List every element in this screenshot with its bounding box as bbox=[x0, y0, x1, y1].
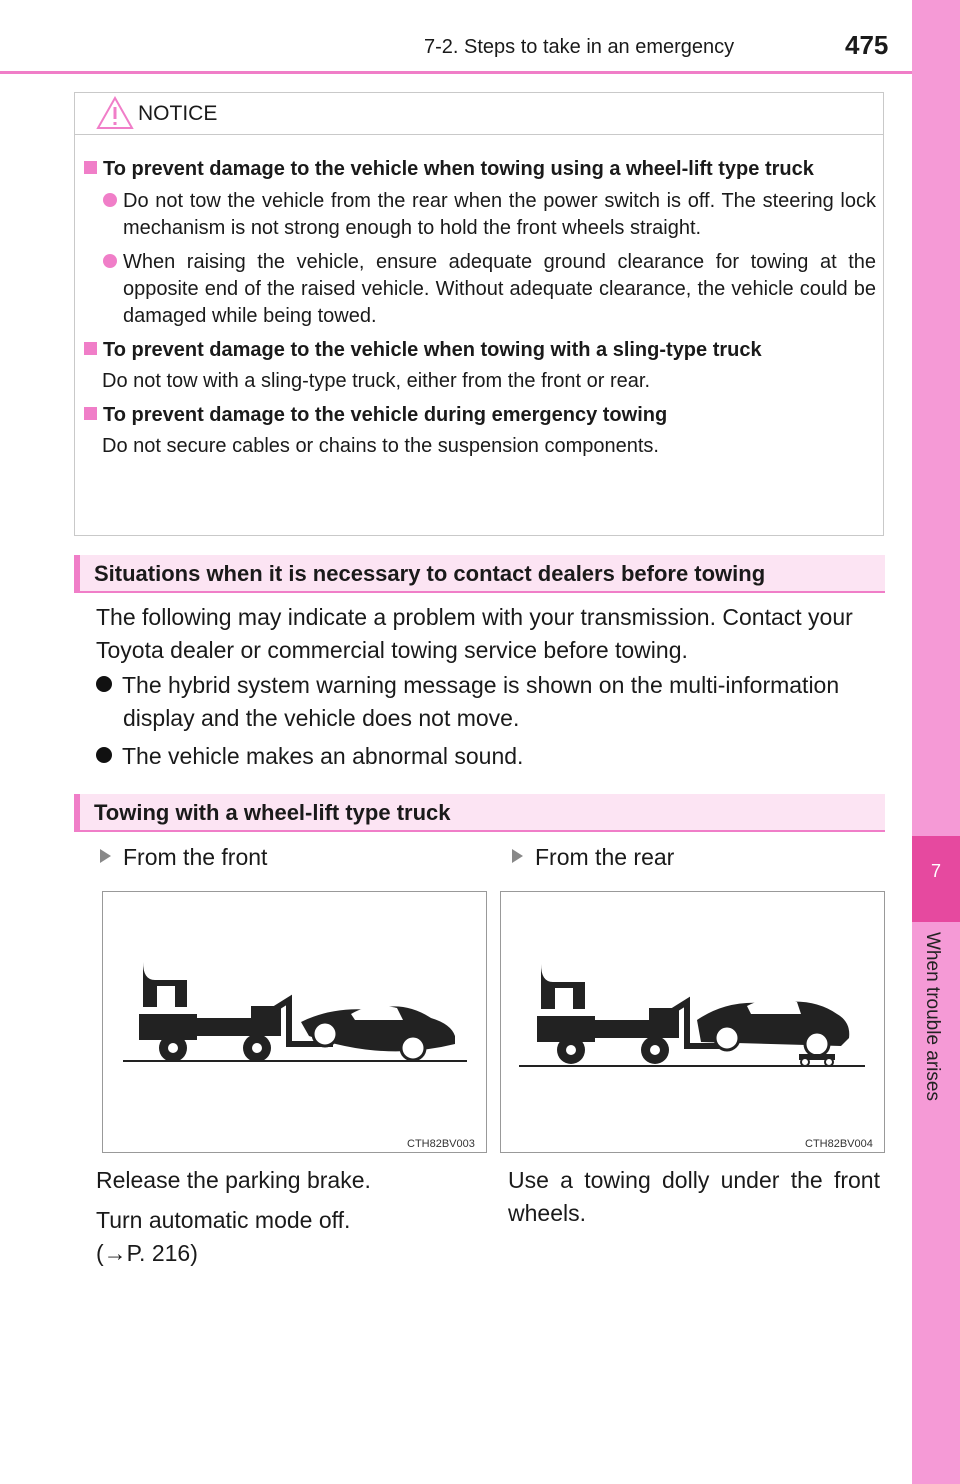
section-heading-bar bbox=[74, 555, 885, 593]
notice-bullet: When raising the vehicle, ensure adequate ground clearance for towing at the opposite end of the raised vehicle. Without adequate clearance, the vehicle could be damaged while being towed. bbox=[84, 249, 876, 330]
section-heading-bar bbox=[74, 794, 885, 832]
chapter-side-tab bbox=[912, 0, 960, 1484]
figure-code: CTH82BV004 bbox=[805, 1138, 873, 1150]
figure-tow-from-front bbox=[102, 891, 487, 1153]
square-bullet-icon bbox=[84, 407, 97, 420]
circle-bullet-icon bbox=[103, 254, 117, 268]
section-intro: The following may indicate a problem with your transmission. Contact your Toyota dealer or commercial towing service before towing. bbox=[96, 604, 853, 663]
figure-code: CTH82BV003 bbox=[407, 1138, 475, 1150]
notice-item-text: Do not tow with a sling-type truck, either from the front or rear. bbox=[102, 370, 651, 392]
notice-item-text: Do not secure cables or chains to the suspension components. bbox=[102, 435, 659, 457]
triangle-bullet-icon bbox=[100, 849, 111, 863]
page-reference-link[interactable]: (→P. 216) bbox=[96, 1240, 198, 1266]
notice-item-heading: To prevent damage to the vehicle when towing using a wheel-lift type truck bbox=[84, 156, 876, 183]
figure-tow-from-rear bbox=[500, 891, 885, 1153]
header-divider bbox=[0, 71, 912, 74]
section-title: 7-2. Steps to take in an emergency bbox=[424, 36, 735, 58]
caption-front-line1: Release the parking brake. bbox=[96, 1167, 371, 1193]
tow-truck-front-illustration bbox=[103, 892, 486, 1152]
bullet-icon bbox=[96, 747, 112, 763]
notice-content bbox=[84, 156, 876, 460]
page-number: 475 bbox=[845, 30, 889, 60]
subheading-front: From the front bbox=[100, 841, 267, 874]
list-item: The hybrid system warning message is shown on the multi-information display and the vehicle does not move. bbox=[96, 669, 882, 735]
notice-label: NOTICE bbox=[138, 102, 218, 125]
section-heading: Towing with a wheel-lift type truck bbox=[94, 800, 451, 825]
tow-truck-rear-illustration bbox=[501, 892, 884, 1152]
square-bullet-icon bbox=[84, 342, 97, 355]
notice-item-heading: To prevent damage to the vehicle when towing with a sling-type truck bbox=[84, 337, 876, 364]
chapter-title: When trouble arises bbox=[922, 932, 943, 1101]
caption-rear: Use a towing dolly under the front wheels. bbox=[508, 1167, 880, 1226]
caption-front-line2: Turn automatic mode off. bbox=[96, 1207, 351, 1233]
square-bullet-icon bbox=[84, 161, 97, 174]
chapter-number: 7 bbox=[912, 836, 960, 922]
warning-triangle-icon bbox=[96, 96, 134, 130]
triangle-bullet-icon bbox=[512, 849, 523, 863]
subheading-rear: From the rear bbox=[512, 841, 674, 874]
section-heading: Situations when it is necessary to contact dealers before towing bbox=[94, 561, 766, 586]
notice-item-heading: To prevent damage to the vehicle during emergency towing bbox=[84, 402, 876, 429]
circle-bullet-icon bbox=[103, 193, 117, 207]
notice-bullet: Do not tow the vehicle from the rear when the power switch is off. The steering lock mechanism is not strong enough to hold the front wheels straight. bbox=[84, 188, 876, 242]
bullet-icon bbox=[96, 676, 112, 692]
list-item: The vehicle makes an abnormal sound. bbox=[96, 740, 882, 773]
